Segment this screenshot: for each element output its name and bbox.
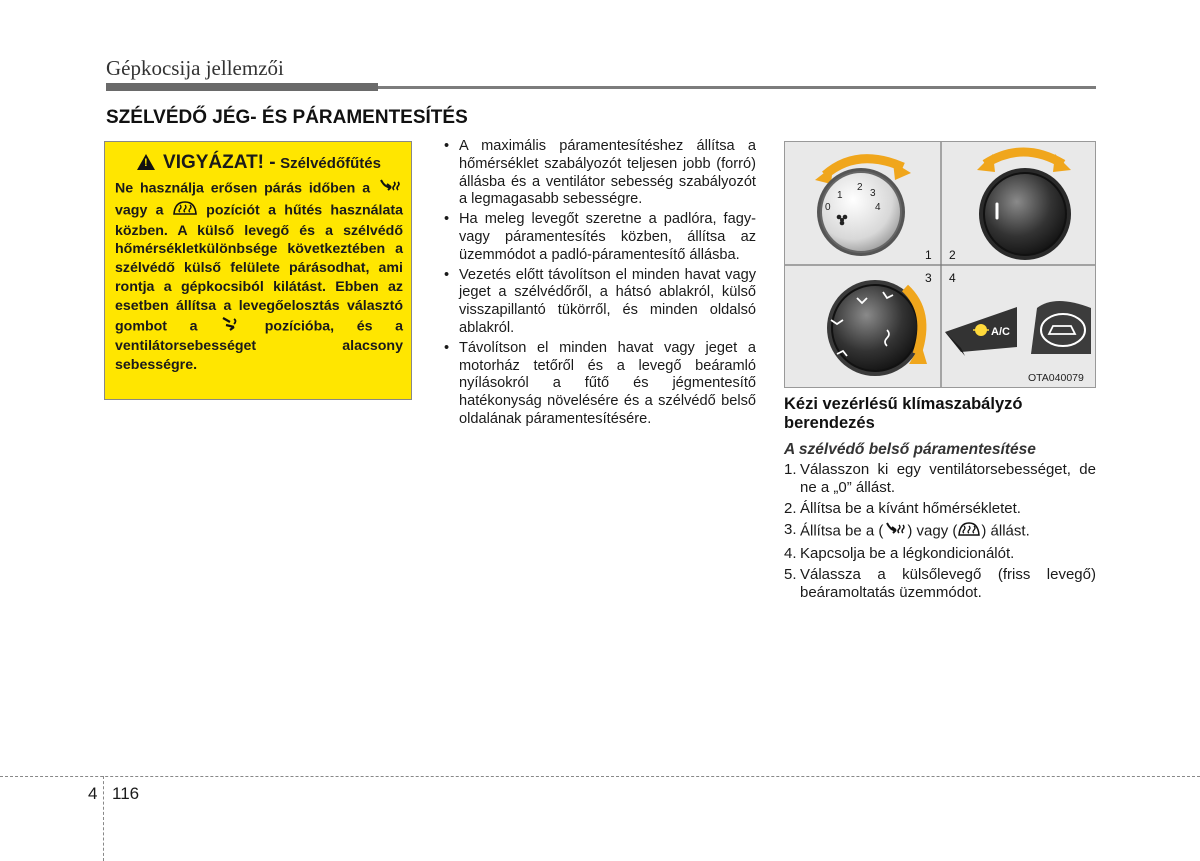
chapter-number: 4	[88, 784, 98, 803]
manual-heading: Kézi vezérlésű klímaszabályzó berendezés	[784, 395, 1023, 432]
footer-margin-rule	[103, 776, 104, 861]
fan-dial-label: 1	[837, 190, 843, 201]
warning-text	[115, 178, 403, 375]
warning-subtitle: Szélvédőfűtés	[280, 155, 381, 172]
page-heading: SZÉLVÉDŐ JÉG- ÉS PÁRAMENTESÍTÉS	[106, 107, 468, 128]
warning-text-1: Ne használja erősen párás időben a	[115, 180, 371, 197]
page-number: 116	[112, 784, 140, 803]
manual-subheading: A szélvédő belső páramentesítése	[784, 441, 1036, 458]
warning-box	[104, 141, 412, 400]
panel-number: 3	[925, 271, 932, 285]
fan-dial-label: 0	[825, 202, 831, 213]
bullet-list	[442, 138, 756, 431]
windshield-defrost-icon	[957, 521, 981, 542]
list-item: 4. Kapcsolja be a légkondicionálót.	[784, 545, 1015, 562]
recirculation-car-icon	[1031, 301, 1091, 354]
floor-defrost-icon	[377, 178, 403, 200]
panel-number: 4	[949, 271, 956, 285]
step-list	[784, 461, 1096, 605]
fan-dial-label: 3	[870, 188, 876, 199]
warning-text-4: pozícióba, és a ventilátorsebességet alacsony sebességre.	[115, 318, 403, 374]
warning-triangle-icon	[137, 154, 155, 170]
floor-defrost-icon	[883, 521, 907, 542]
panel-number: 2	[949, 248, 956, 262]
list-item: 2. Állítsa be a kívánt hőmérsékletet.	[784, 500, 1021, 517]
figure-code: OTA040079	[1028, 372, 1084, 384]
ac-button-label: A/C	[991, 326, 1010, 338]
windshield-defrost-icon	[172, 200, 198, 222]
warning-label: VIGYÁZAT! -	[163, 152, 276, 173]
list-item: • Vezetés előtt távolítson el minden havat vagy jeget a szélvédőről, a hátsó ablakról, külső visszapillantó tükörről, és minden oldalsó ablakról.	[442, 267, 756, 338]
list-item: 1. Válasszon ki egy ventilátorsebességet, de ne a „0” állást.	[784, 461, 1096, 496]
section-title: Gépkocsija jellemzői	[106, 56, 284, 80]
panel-number: 1	[925, 248, 932, 262]
climate-control-figure	[784, 141, 1096, 388]
list-item: • Távolítson el minden havat vagy jeget a motorház tetőről és a levegő beáramló nyílásokról a fűtő és jégmentesítő hatékonyság növelésére és a szélvédő belső oldalának páramentesítésére.	[442, 340, 756, 429]
fan-dial-label: 2	[857, 182, 863, 193]
warning-header	[115, 152, 403, 174]
list-item: 3. Állítsa be a ( ) vagy ( ) állást.	[784, 521, 1096, 542]
list-item: • A maximális páramentesítéshez állítsa a hőmérséklet szabályozót teljesen jobb (forró) állásba és a ventilátor sebesség szabályozót a legmagasabb sebességre.	[442, 138, 756, 209]
figure-illustration	[785, 142, 1096, 388]
list-item: • Ha meleg levegőt szeretne a padlóra, fagy- vagy páramentesítés közben, állítsa az üzemmódot a padló-páramentesítő állásba.	[442, 211, 756, 264]
fan-dial-label: 4	[875, 202, 881, 213]
footer-rule	[0, 776, 1200, 777]
floor-defrost-icon	[220, 316, 242, 338]
warning-text-2: vagy a	[115, 202, 164, 219]
header-rule	[378, 86, 1096, 89]
list-item: 5. Válassza a külsőlevegő (friss levegő) beáramoltatás üzemmódot.	[784, 566, 1096, 601]
warning-text-3: pozíciót a hűtés használata közben. A külső levegő és a szélvédő hőmérsékletkülönbsége következtében a szélvédő külső felülete párásodhat, ami rontja a gépkocsiból kilátást. Ebben az esetben állítsa a levegőelosztás választó gombot a	[115, 202, 403, 335]
header-rule-dark	[106, 83, 378, 91]
